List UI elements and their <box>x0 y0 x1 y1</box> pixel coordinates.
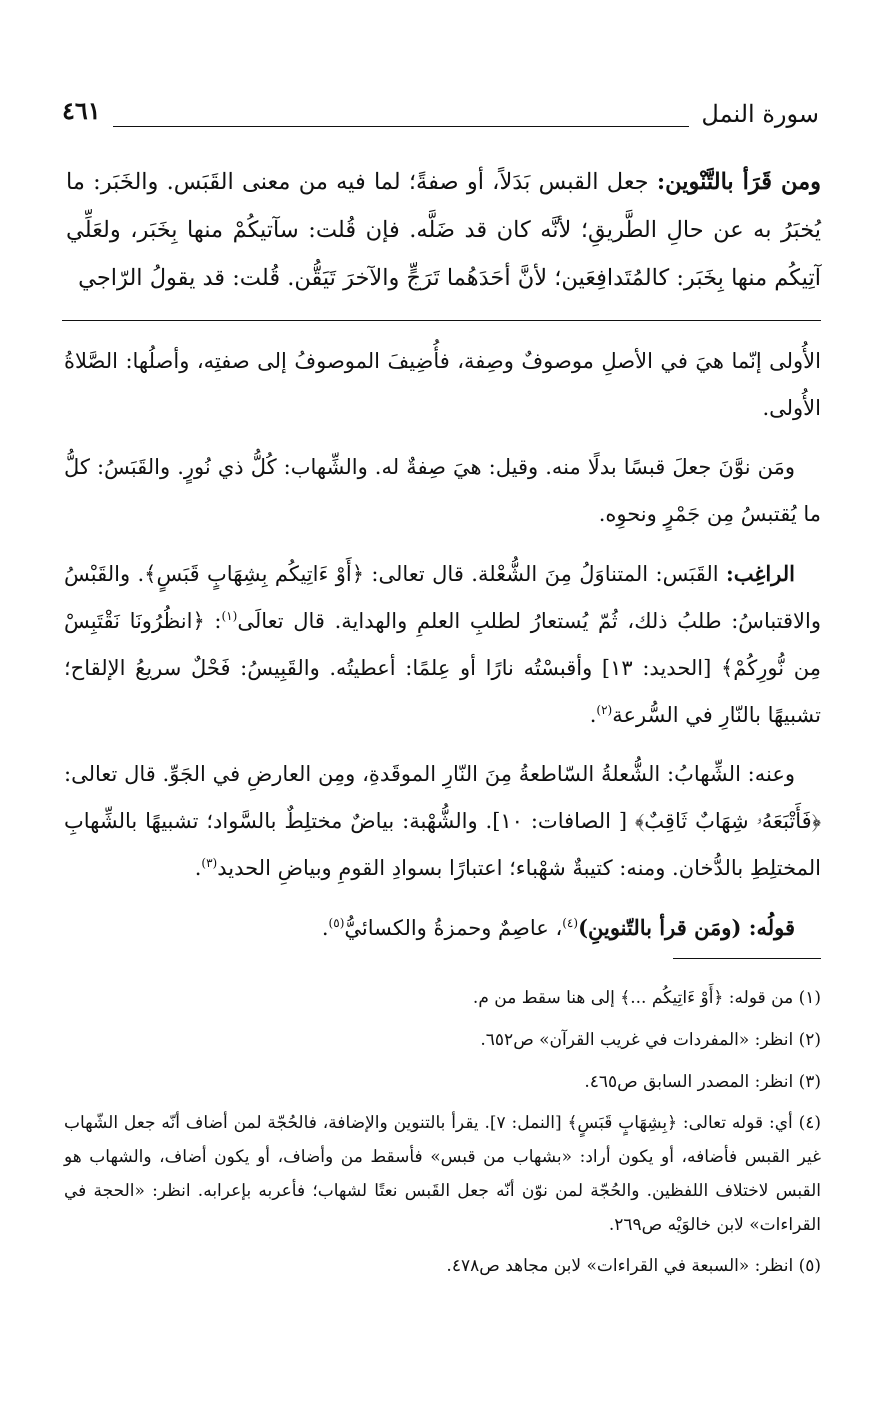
p4-end: . <box>194 856 202 880</box>
footnote-ref-2: (٢) <box>596 703 613 717</box>
footnote-4: (٤) أي: قوله تعالى: ﴿بِشِهَابٍ قَبَسٍ﴾ [النمل: ٧]. يقرأ بالتنوين والإضافة، فالحُجّة لمن أضاف أنّه جعل الشّهاب غير القبس فأضافه، أو يكون أراد: «بشهاب من قبس» فأسقط من وأضاف، أو يكون أضاف، والشهاب هو القبس لاختلاف اللفظين. والحُجّة لمن نوّن أنّه جعل القَبس نعتًا لشهاب؛ فأعربه بإعرابه. انظر: «الحجة في القراءات» لابن خالوَيْه ص٢٦٩. <box>64 1113 821 1235</box>
footnote-3: (٣) انظر: المصدر السابق ص٤٦٥. <box>584 1072 821 1092</box>
p5-body: ، عاصِمٌ وحمزةُ والكسائيُّ <box>344 916 563 940</box>
page-number: ٤٦١ <box>62 96 101 125</box>
commentary-paragraph-2: ومَن نوَّنَ جعلَ قبسًا بدلًا منه. وقيل: هيَ صِفةٌ له. والشِّهاب: كُلُّ ذي نُورٍ. والقَبَسُ: كلُّ ما يُقتبسُ مِن جَمْرٍ ونحوِه. <box>64 455 821 526</box>
main-lead: ومن قَرَأ بالتَّنْوين: <box>656 169 821 195</box>
commentary-paragraph-1: الأُولى إنّما هيَ في الأصلِ موصوفٌ وصِفة، فأُضِيفَ الموصوفُ إلى صفتِه، وأصلُها: الصَّلاةُ الأُولى. <box>64 349 821 420</box>
commentary-paragraph-4 <box>64 751 821 892</box>
p3-body-a: القَبَس: المتناوَلُ مِنَ الشُّعْلة. قال تعالى: ﴿أَوْ ءَاتِيكُم بِشِهَابٍ قَبَسٍ﴾. والقَبْسُ والاقتباسُ: طلبُ ذلك، ثُمّ يُستعارُ لطلبِ العلمِ والهداية. قال تعالَى <box>64 562 822 633</box>
raghib-lead: الراغِب: <box>725 561 795 586</box>
footnotes <box>64 980 821 1290</box>
footnote-5: (٥) انظر: «السبعة في القراءات» لابن مجاهد ص٤٧٨. <box>446 1256 821 1276</box>
commentary-paragraph-5 <box>64 904 821 952</box>
footnote-2: (٢) انظر: «المفردات في غريب القرآن» ص٦٥٢. <box>480 1030 821 1050</box>
footnote-ref-1: (١) <box>221 609 238 623</box>
main-paragraph <box>66 158 821 302</box>
footnote-1: (١) من قوله: ﴿أَوْ ءَاتِيكُم ...﴾ إلى هنا سقط من م. <box>472 988 821 1008</box>
footnote-ref-5: (٥) <box>328 916 345 930</box>
p5-end: . <box>321 916 329 940</box>
surah-title: سورة النمل <box>701 100 819 128</box>
footnote-ref-4: (٤) <box>562 916 579 930</box>
section-divider <box>62 320 821 321</box>
page-header <box>62 96 819 146</box>
p3-end: . <box>589 703 597 727</box>
p4-body: وعنه: الشِّهابُ: الشُّعلةُ السّاطعةُ مِنَ النّارِ الموقَدةِ، ومِن العارضِ في الجَوِّ. قال تعالى: ﴿فَأَتْبَعَهُۥ شِهَابٌ ثَاقِبٌ﴾ [ الصافات: ١٠]. والشُّهْبة: بياضٌ مختلِطٌ بالسَّواد؛ تشبيهًا بالشِّهابِ المختلِطِ بالدُّخان. ومنه: كتيبةٌ شهْباء؛ اعتبارًا بسوادِ القومِ وبياضِ الحديد <box>64 762 821 880</box>
header-rule <box>113 126 690 127</box>
p5-lead: قولُه: (ومَن قرأ بالتّنوينِ) <box>578 915 795 940</box>
p3-body-b: : ﴿انظُرُونَا نَقْتَبِسْ مِن نُّورِكُمْ﴾ [الحديد: ١٣] وأقبسْتُه نارًا أو عِلمًا: أعطيتُه. والقَبِيسُ: فَحْلٌ سريعُ الإلقاح؛ تشبيهًا بالنّارِ في السُّرعة <box>64 609 822 727</box>
commentary-text <box>64 338 821 964</box>
footnote-rule <box>673 958 821 959</box>
footnote-ref-3: (٣) <box>201 856 218 870</box>
main-text <box>66 158 821 302</box>
main-body: جعل القبس بَدَلاً، أو صفةً؛ لما فيه من معنى القَبَس. والخَبَر: ما يُخبَرُ به عن حالِ الطَّريقِ؛ لأنَّه كان قد ضَلَّه. فإن قُلت: سآتيكُمْ منها بِخَبَر، ولعَلِّي آتِيكُم منها بِخَبَر: كالمُتَدافِعَين؛ لأنَّ أحَدَهُما تَرَجٍّ والآخرَ تَيَقُّن. قُلت: قد يقولُ الرّاجي <box>66 169 821 291</box>
commentary-paragraph-3 <box>64 550 821 739</box>
